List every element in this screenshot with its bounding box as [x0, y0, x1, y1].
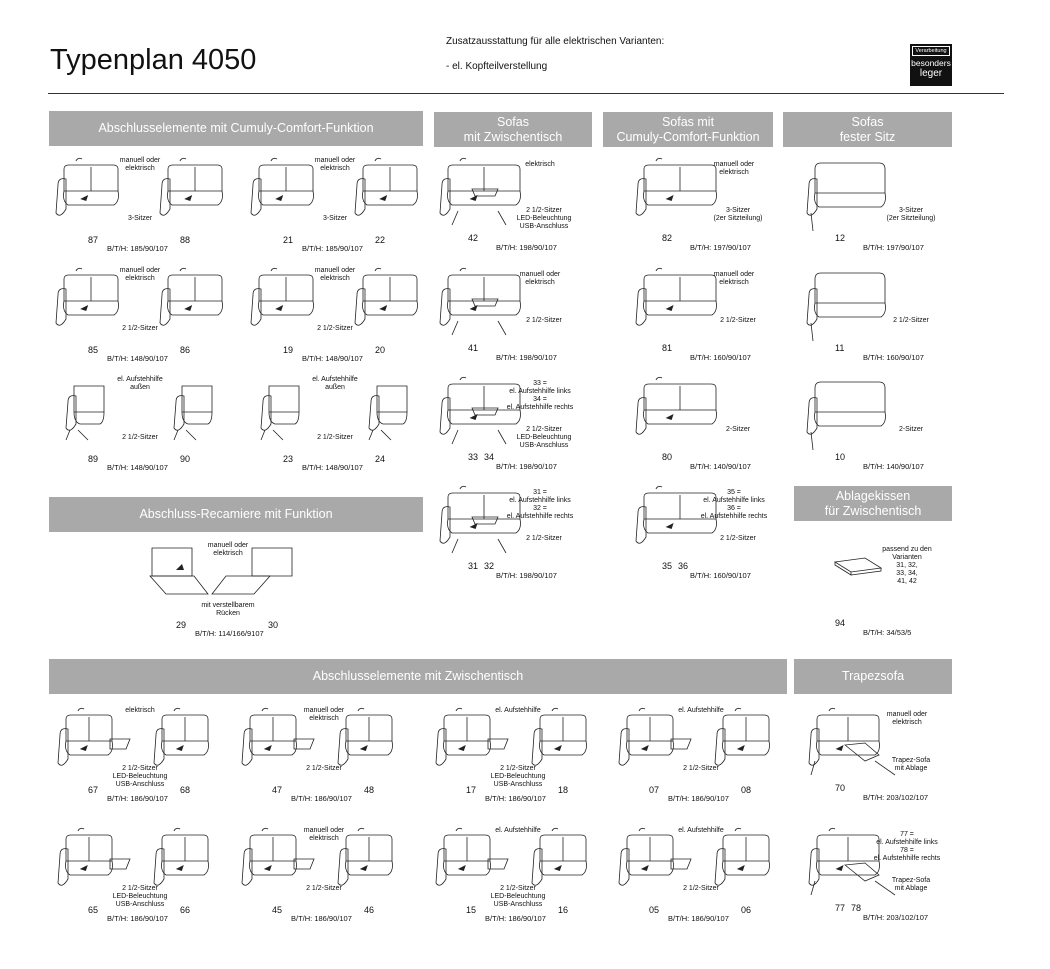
model-note: manuell oder elektrisch	[303, 827, 345, 842]
model-label: 2 1/2-Sitzer	[720, 317, 756, 324]
model-dimensions: B/T/H: 186/90/107	[291, 794, 352, 803]
model-dimensions: B/T/H: 197/90/107	[863, 243, 924, 252]
model-label: 2 1/2-Sitzer	[317, 325, 353, 332]
model-note: manuell oder elektrisch	[886, 711, 928, 726]
model-dimensions: B/T/H: 198/90/107	[496, 571, 557, 580]
model-dimensions: B/T/H: 198/90/107	[496, 353, 557, 362]
model-number-right: 22	[375, 235, 386, 245]
model-number-left: 10	[835, 452, 846, 462]
model-number-right: 32	[484, 561, 495, 571]
model-cell-23-24	[247, 374, 435, 482]
model-label: 2 1/2-Sitzer	[317, 434, 353, 441]
model-number-left: 77	[835, 903, 846, 913]
model-note: elektrisch	[125, 707, 155, 714]
model-note: el. Aufstehhilfe	[495, 707, 541, 714]
model-label: 2 1/2-Sitzer	[526, 317, 562, 324]
model-dimensions: B/T/H: 140/90/107	[863, 462, 924, 471]
model-dimensions: B/T/H: 186/90/107	[291, 914, 352, 923]
model-number-right: 30	[268, 620, 279, 630]
model-number-left: 85	[88, 345, 99, 355]
model-number-left: 65	[88, 905, 99, 915]
model-number-right: 18	[558, 785, 569, 795]
section-trapez: Trapezsofa	[794, 659, 952, 694]
section-table-end-elements: Abschlusselemente mit Zwischentisch	[49, 659, 787, 694]
model-label: 3-Sitzer (2er Sitzteilung)	[886, 207, 936, 222]
model-number-right: 90	[180, 454, 191, 464]
model-label: 2 1/2-Sitzer LED-Beleuchtung USB-Anschluss	[516, 426, 572, 449]
model-number-left: 15	[466, 905, 477, 915]
model-cell-29-30	[140, 540, 328, 648]
model-number-left: 89	[88, 454, 99, 464]
model-dimensions: B/T/H: 186/90/107	[107, 794, 168, 803]
model-label: 3-Sitzer	[322, 215, 348, 222]
logo-line3: leger	[919, 68, 943, 79]
model-dimensions: B/T/H: 148/90/107	[107, 463, 168, 472]
model-label: 2 1/2-Sitzer	[683, 765, 719, 772]
header-note-1: Zusatzausstattung für alle elektrischen Varianten:	[446, 36, 665, 47]
model-label: 2 1/2-Sitzer	[306, 765, 342, 772]
model-label: 2-Sitzer	[725, 426, 751, 433]
model-dimensions: B/T/H: 140/90/107	[690, 462, 751, 471]
model-note: manuell oder elektrisch	[713, 271, 755, 286]
model-note: 77 = el. Aufstehhilfe links 78 = el. Aufstehhilfe rechts	[873, 831, 941, 862]
model-number-left: 21	[283, 235, 294, 245]
model-cell-19-20	[247, 265, 435, 373]
model-number-left: 41	[468, 343, 479, 353]
logo-top-text: Verarbeitung	[912, 46, 950, 56]
model-cell-15-16	[430, 825, 618, 933]
model-cell-47-48	[236, 705, 424, 813]
model-label: 2 1/2-Sitzer LED-Beleuchtung USB-Anschluss	[112, 765, 168, 788]
model-cell-87-88	[52, 155, 240, 263]
model-note: manuell oder elektrisch	[713, 161, 755, 176]
model-note: elektrisch	[525, 161, 555, 168]
model-number-left: 47	[272, 785, 283, 795]
model-number-left: 70	[835, 783, 846, 793]
model-number-left: 67	[88, 785, 99, 795]
model-drawing	[805, 374, 993, 464]
model-cell-12	[805, 155, 993, 263]
model-number-right: 20	[375, 345, 386, 355]
model-number-right: 36	[678, 561, 689, 571]
model-cell-35-36	[632, 483, 820, 591]
model-label: 2 1/2-Sitzer	[526, 535, 562, 542]
model-cell-82	[632, 155, 820, 263]
model-cell-45-46	[236, 825, 424, 933]
model-drawing	[805, 155, 993, 245]
section-sofas-fixed: Sofas fester Sitz	[783, 112, 952, 147]
model-dimensions: B/T/H: 197/90/107	[690, 243, 751, 252]
model-number-left: 11	[835, 343, 845, 353]
model-label: Trapez-Sofa mit Ablage	[891, 757, 931, 772]
model-dimensions: B/T/H: 148/90/107	[107, 354, 168, 363]
model-label: Trapez-Sofa mit Ablage	[891, 877, 931, 892]
model-cell-77-78	[805, 825, 993, 933]
model-label: 3-Sitzer (2er Sitzteilung)	[713, 207, 763, 222]
model-number-right: 86	[180, 345, 191, 355]
model-cell-80	[632, 374, 820, 482]
model-number-left: 45	[272, 905, 283, 915]
model-drawing	[613, 825, 801, 915]
model-number-right: 24	[375, 454, 386, 464]
model-dimensions: B/T/H: 160/90/107	[863, 353, 924, 362]
model-note: 31 = el. Aufstehhilfe links 32 = el. Aufstehhilfe rechts	[506, 489, 574, 520]
model-number-left: 33	[468, 452, 479, 462]
model-number-right: 68	[180, 785, 191, 795]
model-note: manuell oder elektrisch	[303, 707, 345, 722]
model-dimensions: B/T/H: 203/102/107	[863, 793, 929, 802]
model-note: el. Aufstehhilfe außen	[312, 376, 358, 391]
model-number-right: 16	[558, 905, 569, 915]
model-label: 2 1/2-Sitzer	[683, 885, 719, 892]
model-number-left: 19	[283, 345, 294, 355]
model-label: 2 1/2-Sitzer	[893, 317, 929, 324]
model-cell-11	[805, 265, 993, 373]
model-note: manuell oder elektrisch	[207, 542, 249, 557]
model-note: manuell oder elektrisch	[314, 157, 356, 172]
model-number-left: 12	[835, 233, 846, 243]
model-cell-33-34	[438, 374, 626, 482]
model-drawing	[805, 265, 993, 355]
page-title: Typenplan 4050	[50, 44, 257, 76]
model-cell-70	[805, 705, 993, 813]
model-cell-07-08	[613, 705, 801, 813]
model-cell-85-86	[52, 265, 240, 373]
model-label: 2 1/2-Sitzer LED-Beleuchtung USB-Anschluss	[112, 885, 168, 908]
model-cell-17-18	[430, 705, 618, 813]
model-cell-10	[805, 374, 993, 482]
model-dimensions: B/T/H: 186/90/107	[485, 914, 546, 923]
model-cell-05-06	[613, 825, 801, 933]
model-dimensions: B/T/H: 148/90/107	[302, 354, 363, 363]
model-number-right: 34	[484, 452, 495, 462]
model-number-left: 80	[662, 452, 673, 462]
model-cell-21-22	[247, 155, 435, 263]
model-note: el. Aufstehhilfe	[495, 827, 541, 834]
model-dimensions: B/T/H: 160/90/107	[690, 353, 751, 362]
model-dimensions: B/T/H: 185/90/107	[107, 244, 168, 253]
section-cumuly-end-elements: Abschlusselemente mit Cumuly-Comfort-Funktion	[49, 111, 423, 146]
model-cell-41	[438, 265, 626, 373]
model-number-right: 08	[741, 785, 752, 795]
model-note: manuell oder elektrisch	[314, 267, 356, 282]
header-divider	[48, 93, 1004, 94]
model-number-right: 06	[741, 905, 752, 915]
section-recamiere: Abschluss-Recamiere mit Funktion	[49, 497, 423, 532]
model-number-left: 17	[466, 785, 477, 795]
model-label: 2-Sitzer	[898, 426, 924, 433]
model-drawing	[613, 705, 801, 795]
model-number-left: 94	[835, 618, 846, 628]
header-note-2: - el. Kopfteilverstellung	[446, 61, 548, 72]
model-drawing	[632, 374, 820, 464]
model-cell-65-66	[52, 825, 240, 933]
model-label: 2 1/2-Sitzer	[122, 325, 158, 332]
model-dimensions: B/T/H: 186/90/107	[485, 794, 546, 803]
model-number-right: 46	[364, 905, 375, 915]
logo-line2: besonders	[911, 58, 951, 68]
model-label: 2 1/2-Sitzer LED-Beleuchtung USB-Anschluss	[490, 885, 546, 908]
model-dimensions: B/T/H: 186/90/107	[668, 794, 729, 803]
model-note: el. Aufstehhilfe außen	[117, 376, 163, 391]
model-cell-67-68	[52, 705, 240, 813]
model-note: manuell oder elektrisch	[519, 271, 561, 286]
model-cell-42	[438, 155, 626, 263]
model-dimensions: B/T/H: 34/53/5	[863, 628, 912, 637]
model-note: 35 = el. Aufstehhilfe links 36 = el. Aufstehhilfe rechts	[700, 489, 768, 520]
model-note: el. Aufstehhilfe	[678, 707, 724, 714]
model-label: 2 1/2-Sitzer LED-Beleuchtung USB-Anschluss	[490, 765, 546, 788]
model-cell-89-90	[52, 374, 240, 482]
model-label: 2 1/2-Sitzer	[306, 885, 342, 892]
model-number-left: 29	[176, 620, 187, 630]
model-dimensions: B/T/H: 114/166/9107	[195, 629, 264, 638]
model-label: 3-Sitzer	[127, 215, 153, 222]
model-dimensions: B/T/H: 185/90/107	[302, 244, 363, 253]
model-dimensions: B/T/H: 148/90/107	[302, 463, 363, 472]
model-cell-31-32	[438, 483, 626, 591]
model-number-left: 35	[662, 561, 673, 571]
model-number-left: 31	[468, 561, 479, 571]
model-dimensions: B/T/H: 186/90/107	[668, 914, 729, 923]
model-dimensions: B/T/H: 198/90/107	[496, 243, 557, 252]
model-note: passend zu den Varianten 31, 32, 33, 34, 41, 42	[882, 546, 932, 585]
model-note: el. Aufstehhilfe	[678, 827, 724, 834]
model-label: 2 1/2-Sitzer	[122, 434, 158, 441]
model-number-left: 23	[283, 454, 294, 464]
model-number-left: 07	[649, 785, 660, 795]
model-dimensions: B/T/H: 198/90/107	[496, 462, 557, 471]
model-dimensions: B/T/H: 203/102/107	[863, 913, 929, 922]
model-label: 2 1/2-Sitzer	[720, 535, 756, 542]
model-dimensions: B/T/H: 160/90/107	[690, 571, 751, 580]
model-note: manuell oder elektrisch	[119, 157, 161, 172]
model-label: 2 1/2-Sitzer LED-Beleuchtung USB-Anschluss	[516, 207, 572, 230]
model-note: 33 = el. Aufstehhilfe links 34 = el. Aufstehhilfe rechts	[506, 380, 574, 411]
model-number-left: 05	[649, 905, 660, 915]
model-number-right: 78	[851, 903, 862, 913]
model-note: manuell oder elektrisch	[119, 267, 161, 282]
model-number-right: 48	[364, 785, 375, 795]
model-number-left: 87	[88, 235, 99, 245]
model-number-left: 42	[468, 233, 479, 243]
model-cell-81	[632, 265, 820, 373]
section-sofas-table: Sofas mit Zwischentisch	[434, 112, 592, 147]
model-number-right: 66	[180, 905, 191, 915]
section-cushion: Ablagekissen für Zwischentisch	[794, 486, 952, 521]
model-dimensions: B/T/H: 186/90/107	[107, 914, 168, 923]
brand-logo	[910, 44, 952, 86]
model-label: mit verstellbarem Rücken	[201, 602, 255, 617]
section-sofas-cumuly: Sofas mit Cumuly-Comfort-Funktion	[603, 112, 773, 147]
model-number-left: 81	[662, 343, 673, 353]
model-number-left: 82	[662, 233, 673, 243]
model-cell-94	[805, 540, 993, 648]
model-number-right: 88	[180, 235, 191, 245]
